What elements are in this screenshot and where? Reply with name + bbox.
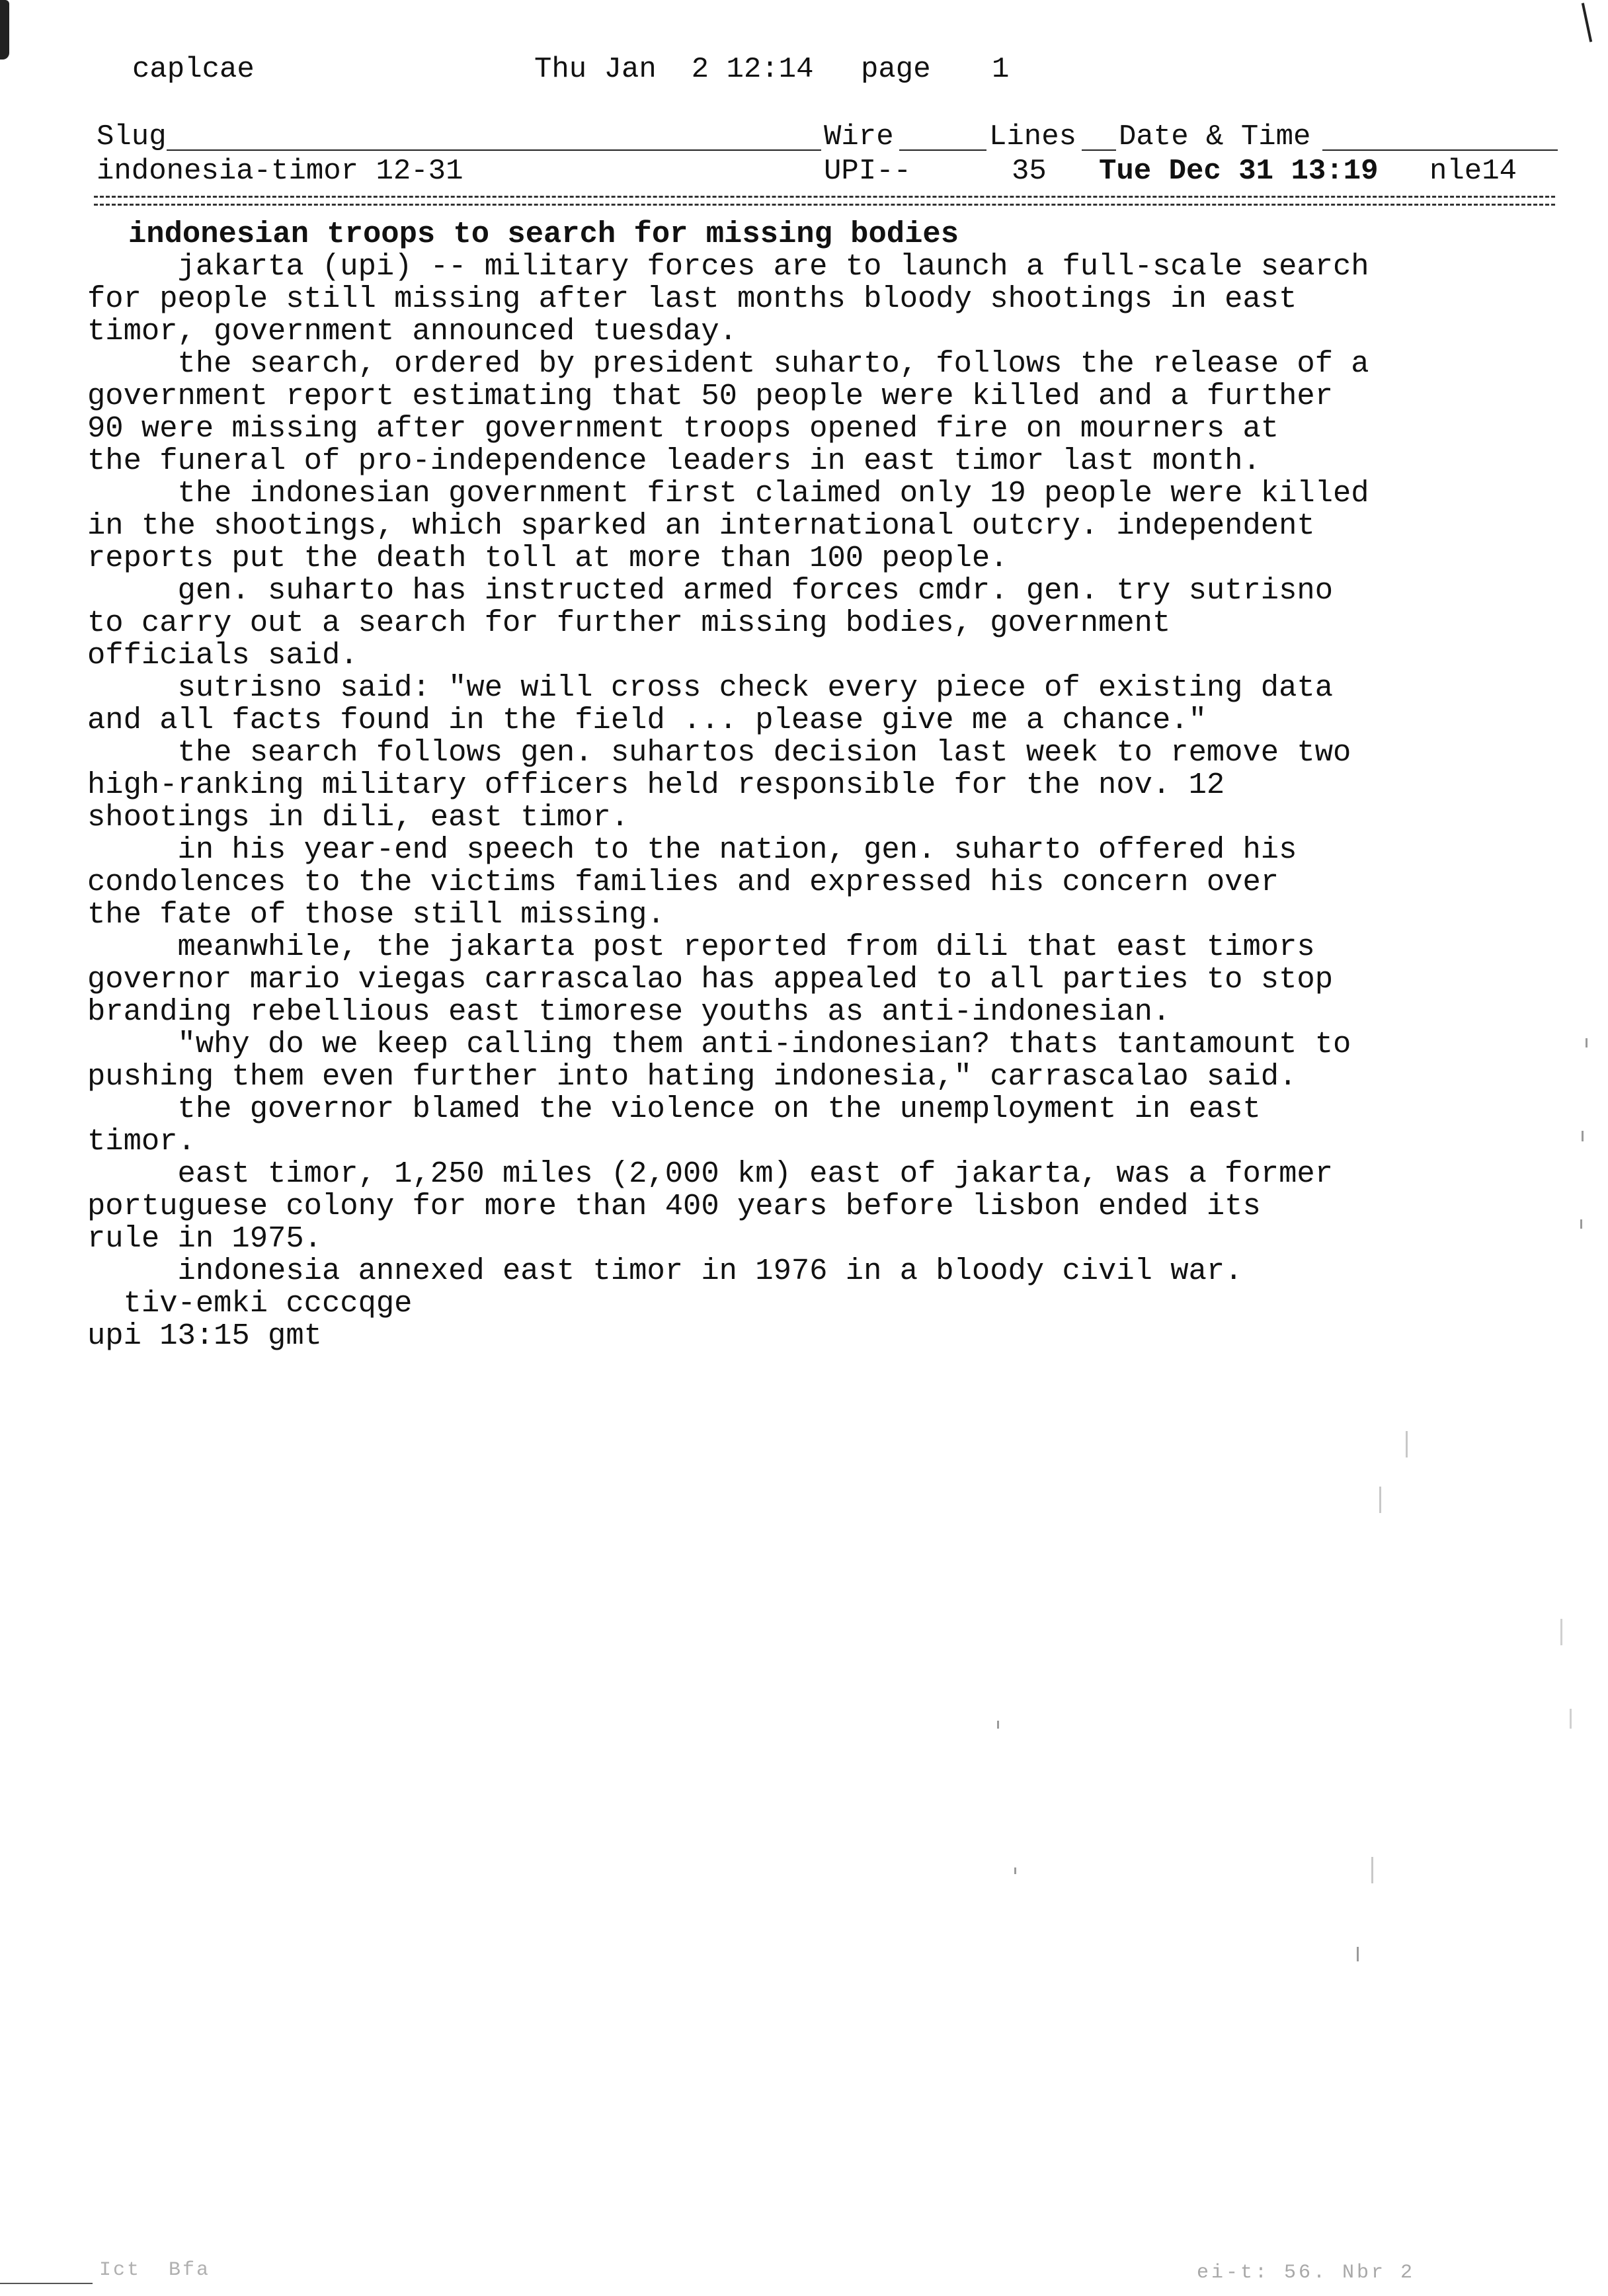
wire-underline <box>899 149 986 151</box>
footer-stamp-right: ei-t: 56. Nbr 2 <box>1197 2262 1416 2284</box>
queue-name: caplcae <box>132 53 255 86</box>
scan-speck <box>1379 1487 1381 1513</box>
scan-speck <box>1560 1619 1562 1645</box>
scan-speck <box>1357 1947 1359 1961</box>
lines-underline <box>1082 149 1116 151</box>
page-label: page <box>861 53 931 86</box>
scan-speck <box>1580 1219 1582 1229</box>
datetime-underline <box>1322 149 1558 151</box>
story-code: nle14 <box>1429 155 1517 188</box>
article-body: jakarta (upi) -- military forces are to launch a full-scale search for people still missing after last months bloody shootings in east timor, government announced tuesday. the search, ordered by president suharto, follows the release of a government report estimating that 50 people were killed and a further 90 were missing after government troops opened fire on mourners at the funeral of pro-independence leaders in east timor last month. the indonesian government first claimed only 19 people were killed in the shootings, which sparked an international outcry. independent reports put the death toll at more than 100 people. gen. suharto has instructed armed forces cmdr. gen. try sutrisno to carry out a search for further missing bodies, government officials said. sutrisno said: "we will cross check every piece of existing data and all facts found in the field ... please give me a chance." the search follows gen. suhartos decision last week to remove two high-ranking military officers held responsible for the nov. 12 shootings in dili, east timor. in his year-end speech to the nation, gen. suharto offered his condolences to the victims families and expressed his concern over the fate of those still missing. meanwhile, the jakarta post reported from dili that east timors governor mario viegas carrascalao has appealed to all parties to stop branding rebellious east timorese youths as anti-indonesian. "why do we keep calling them anti-indonesian? thats tantamount to pushing them even further into hating indonesia," carrascalao said. the governor blamed the violence on the unemployment in east timor. east timor, 1,250 miles (2,000 km) east of jakarta, was a former portuguese colony for more than 400 years before lisbon ended its rule in 1975. indonesia annexed east timor in 1976 in a bloody civil war. tiv-emki ccccqge upi 13:15 gmt <box>87 249 1369 1353</box>
scan-speck <box>1014 1867 1016 1874</box>
scan-corner-mark <box>1582 3 1592 42</box>
story-slug: indonesia-timor 12-31 <box>97 155 463 188</box>
story-datetime: Tue Dec 31 13:19 <box>1099 155 1379 188</box>
scan-speck <box>1570 1709 1572 1729</box>
column-lines: Lines <box>989 120 1077 153</box>
article-headline: indonesian troops to search for missing bodies <box>128 217 959 251</box>
separator-rule <box>94 196 1555 206</box>
scan-speck <box>997 1721 999 1729</box>
column-date-time: Date & Time <box>1119 120 1311 153</box>
scan-edge-mark <box>0 0 9 60</box>
story-wire: UPI-- <box>824 155 912 188</box>
page-number: 1 <box>992 53 1010 86</box>
column-slug: Slug <box>97 120 167 153</box>
column-wire: Wire <box>824 120 894 153</box>
article-text <box>87 218 1542 1352</box>
footer-stamp-left: Ict Bfa <box>99 2259 211 2281</box>
scan-bottom-line <box>0 2283 93 2284</box>
print-timestamp: Thu Jan 2 12:14 <box>534 53 814 86</box>
scan-speck <box>1586 1038 1588 1047</box>
scan-speck <box>1406 1431 1408 1457</box>
scan-speck <box>1582 1131 1584 1141</box>
scan-speck <box>1371 1857 1373 1883</box>
slug-underline <box>167 149 821 151</box>
story-lines: 35 <box>1012 155 1047 188</box>
